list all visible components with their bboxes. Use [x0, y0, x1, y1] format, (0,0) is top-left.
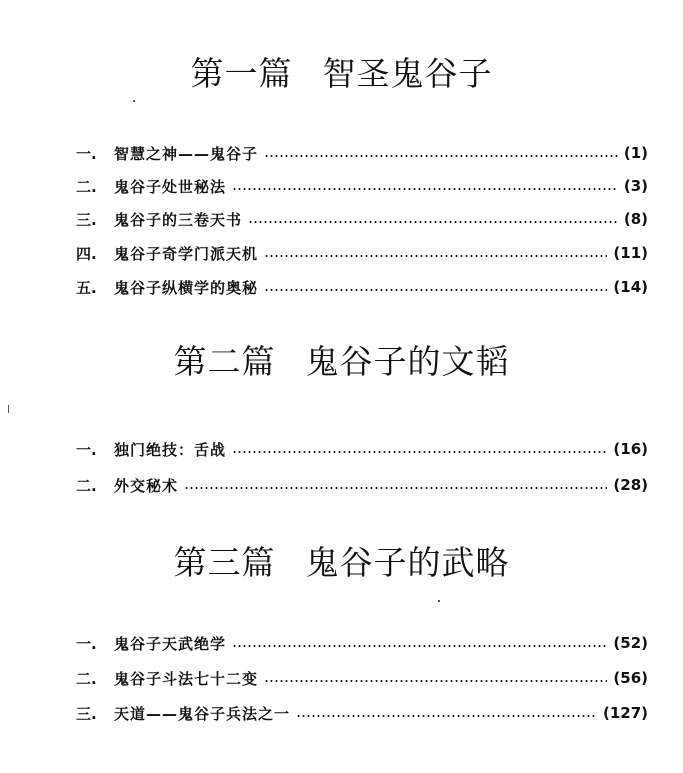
- dot-leader: [232, 188, 618, 190]
- entry-number: 一.: [76, 144, 97, 163]
- entry-label: 独门绝技：舌战: [114, 440, 227, 459]
- section-2-heading: 鬼谷子的文韬: [305, 342, 510, 381]
- toc-entry[interactable]: [76, 173, 648, 199]
- entry-page: (3): [623, 177, 648, 195]
- section-3-title: [0, 537, 683, 584]
- dot-leader: [264, 155, 618, 157]
- scan-speck: [133, 100, 135, 102]
- entry-number: 四.: [76, 244, 97, 263]
- entry-number: 三.: [76, 704, 97, 723]
- entry-label: 鬼谷子斗法七十二变: [114, 669, 259, 688]
- section-2-number: 第二篇: [173, 342, 276, 381]
- dot-leader: [248, 221, 618, 223]
- dot-leader: [296, 715, 597, 717]
- entry-label: 鬼谷子的三卷天书: [114, 210, 243, 229]
- entry-page: (52): [613, 634, 648, 652]
- entry-label: 鬼谷子处世秘法: [114, 177, 227, 196]
- toc-entry[interactable]: [76, 206, 648, 232]
- section-1-number: 第一篇: [190, 54, 293, 93]
- section-3-number: 第三篇: [173, 543, 276, 582]
- toc-entry[interactable]: [76, 700, 648, 726]
- entry-number: 三.: [76, 210, 97, 229]
- toc-entry[interactable]: [76, 630, 648, 656]
- dot-leader: [184, 487, 607, 489]
- dot-leader: [232, 451, 607, 453]
- toc-entry[interactable]: [76, 665, 648, 691]
- entry-label: 鬼谷子纵横学的奥秘: [114, 278, 259, 297]
- section-1-title: [0, 48, 683, 95]
- entry-label: 鬼谷子奇学门派天机: [114, 244, 259, 263]
- entry-number: 五.: [76, 278, 97, 297]
- scan-speck: [8, 405, 9, 413]
- section-2-title: [0, 336, 683, 383]
- dot-leader: [264, 289, 607, 291]
- section-3-heading: 鬼谷子的武略: [305, 543, 510, 582]
- entry-page: (1): [623, 144, 648, 162]
- dot-leader: [264, 255, 607, 257]
- toc-entry[interactable]: [76, 436, 648, 462]
- toc-entry[interactable]: [76, 140, 648, 166]
- entry-page: (11): [613, 244, 648, 262]
- entry-label: 外交秘术: [114, 476, 179, 495]
- entry-page: (14): [613, 278, 648, 296]
- entry-page: (8): [623, 210, 648, 228]
- entry-label: 天道——鬼谷子兵法之一: [114, 704, 291, 723]
- entry-label: 鬼谷子天武绝学: [114, 634, 227, 653]
- entry-page: (127): [602, 704, 648, 722]
- scan-speck: [438, 600, 440, 602]
- entry-label: 智慧之神——鬼谷子: [114, 144, 259, 163]
- entry-number: 一.: [76, 634, 97, 653]
- entry-number: 一.: [76, 440, 97, 459]
- entry-number: 二.: [76, 476, 97, 495]
- toc-entry[interactable]: [76, 274, 648, 300]
- dot-leader: [264, 680, 607, 682]
- toc-entry[interactable]: [76, 472, 648, 498]
- entry-number: 二.: [76, 669, 97, 688]
- section-1-heading: 智圣鬼谷子: [322, 54, 493, 93]
- entry-number: 二.: [76, 177, 97, 196]
- toc-entry[interactable]: [76, 240, 648, 266]
- entry-page: (16): [613, 440, 648, 458]
- dot-leader: [232, 645, 607, 647]
- entry-page: (56): [613, 669, 648, 687]
- entry-page: (28): [613, 476, 648, 494]
